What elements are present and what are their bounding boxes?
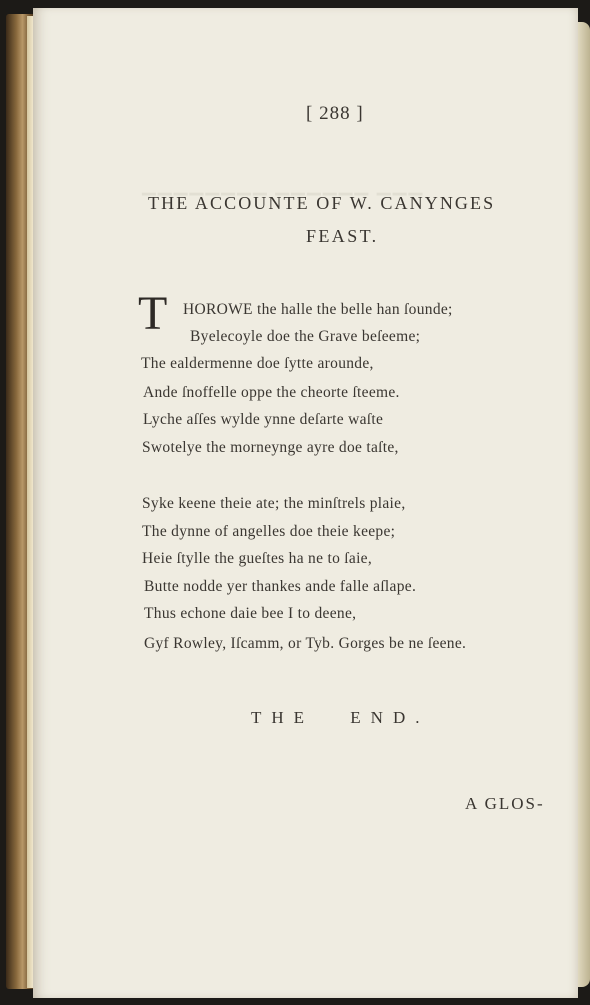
- verse-line: HOROWE the halle the belle han ſounde;: [183, 301, 453, 318]
- verse-line: Gyf Rowley, Iſcamm, or Tyb. Gorges be ne ſeene.: [144, 635, 467, 652]
- verse-line: Thus echone daie bee I to deene,: [144, 605, 357, 622]
- the-end-heading: THE END.: [251, 708, 430, 727]
- verse-line: Ande ſnoffelle oppe the cheorte ſteeme.: [143, 384, 400, 401]
- verse-line: Swotelye the morneynge ayre doe taſte,: [142, 439, 399, 456]
- show-through: ▁▁▁ ▁▁▁▁▁▁ ▁▁▁▁▁▁▁▁: [140, 175, 423, 195]
- verse-line: Lyche aſſes wylde ynne deſarte waſte: [143, 411, 384, 428]
- verse-line: The dynne of angelles doe theie keepe;: [142, 523, 396, 540]
- poem-title-line-2: FEAST.: [306, 226, 379, 246]
- page-number: [ 288 ]: [306, 103, 364, 124]
- verse-line: Butte nodde yer thankes ande falle aſlape.: [144, 578, 417, 595]
- drop-cap: T: [138, 287, 168, 340]
- verse-line: Syke keene theie ate; the minſtrels plaie,: [142, 495, 406, 512]
- poem-title-line-1: THE ACCOUNTE OF W. CANYNGES: [148, 193, 496, 213]
- catchword: A GLOS-: [465, 794, 545, 813]
- verse-line: Heie ſtylle the gueſtes ha ne to ſaie,: [142, 550, 373, 567]
- verse-line: Byelecoyle doe the Grave beſeeme;: [190, 328, 421, 345]
- verse-line: The ealdermenne doe ſytte arounde,: [141, 355, 374, 372]
